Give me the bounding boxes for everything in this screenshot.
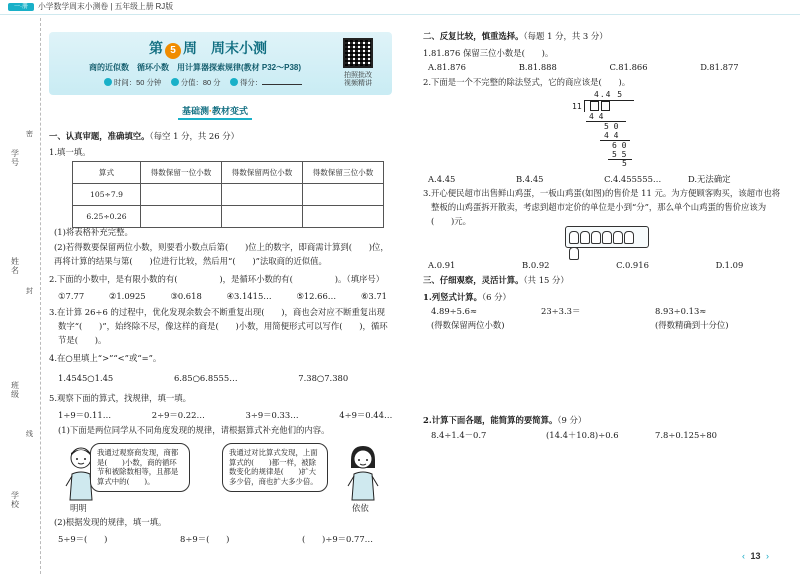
rounding-table [72,161,384,228]
part1-q5-2: (2)根据发现的规律，填一填。 [54,517,167,527]
part1-q2: 2.下面的小数中，是有限小数的有( )，是循环小数的有( )。（填序号） [49,274,385,284]
egg-tray-image [565,226,649,248]
option-a[interactable]: A.81.876 [428,62,467,72]
option-c[interactable]: C.81.866 [609,62,648,72]
part1-q5-equations [58,410,392,421]
division-line: 5 [622,159,627,168]
calc-item[interactable]: 4.89÷5.6≈ [431,306,478,316]
part1-q3b: 数字“( )”，始终除不尽，像这样的商是( )小数，用简便形式可以写作( )，循环 [58,321,388,331]
banner-meta [104,78,302,87]
chevron-left-icon[interactable]: ‹ [742,551,745,561]
gutter-class: 班级 [11,381,19,399]
option-b[interactable]: B.81.888 [518,62,557,72]
table-cell: 6.25÷0.26 [73,206,141,228]
division-line: 6 0 [612,141,627,150]
banner-score: 分值：80 分 [180,78,221,87]
part2-q3-options [428,260,743,271]
part3-title-text: 三、仔细观察，灵活计算。 [423,275,524,285]
page-number-text: 13 [750,551,761,561]
clock-icon [104,78,112,86]
speech-bubble-left: 我通过观察商发现，商都是( )小数，商的循环节和被除数相等，且都是算式中的( )。 [90,443,190,492]
table-header: 得数保留两位小数 [222,162,303,184]
speech-bubble-right: 我通过对比算式发现，上面算式的( )都一样，被除数变化的规律是( )扩大多少倍，商也扩大多少倍。 [222,443,328,492]
answer-cell[interactable] [303,184,384,206]
long-division [572,90,642,168]
calc-hint-left: (得数保留两位小数) [431,320,505,330]
division-line: 5 5 [612,150,627,159]
option-b[interactable]: B.4.45 [516,174,544,184]
banner-topics: 商的近似数 循环小数 用计算器探索规律(教材 P32～P38) [89,63,302,72]
part2-q3c: ( )元。 [431,216,472,226]
part1-note: （每空 1 分，共 26 分） [149,131,239,141]
girl-figure-icon [346,446,380,502]
got-icon [230,78,238,86]
calc-item[interactable]: (14.4＋10.8)÷0.6 [546,430,619,440]
part3-q1 [423,292,511,303]
chevron-right-icon[interactable]: › [766,551,770,561]
table-header-row [73,162,384,184]
fill-item[interactable]: ( )÷9＝0.77… [302,534,374,544]
banner-time: 时间：50 分钟 [114,78,162,87]
part2-q3b: 整板的山鸡蛋拆开散卖，考虑到超市定价的单位是小到“分”，那么单个山鸡蛋的售价应该为 [431,202,767,212]
choice-item: ⑥3.71 [360,291,388,301]
choice-item: ④3.1415… [226,291,272,301]
section-basic-header [178,106,252,120]
option-c[interactable]: C.4.455555… [604,174,662,184]
calc-item[interactable]: 8.93÷0.13≈ [655,306,707,316]
page-number [742,551,769,562]
missing-digit-box[interactable] [590,101,599,111]
division-bracket [584,100,585,112]
part3-note: （共 15 分） [523,275,569,285]
calc-item[interactable]: 8.4÷1.4－0.7 [431,430,487,440]
fill-item[interactable]: 5÷9＝( ) [58,534,108,544]
part3-q2-text: 2.计算下面各题，能简算的要简算。 [423,415,558,425]
calc-item[interactable]: 7.8÷0.125÷80 [655,430,717,440]
gutter-line-label: 线 [26,430,33,438]
calc-hint-right: (得数精确到十分位) [655,320,729,330]
part2-title [423,31,608,42]
book-tag: 一·册 [8,3,34,11]
division-rule [608,159,632,160]
table-row [73,184,384,206]
part1-q2-items [58,291,387,302]
part2-q2: 2.下面是一个不完整的除法竖式，它的商应该是( )。 [423,77,631,87]
section-basic-left: 基础测 [182,106,210,116]
equation: 4÷9＝0.44… [339,410,393,420]
division-line: 4 4 [589,112,604,121]
part1-title [49,131,239,142]
qr-caption: 拍照批改 视频精讲 [344,72,372,88]
table-header: 得数保留三位小数 [303,162,384,184]
banner-got: 得分： [239,78,263,87]
egg-cup-icon [591,231,601,244]
fill-item[interactable]: 8÷9＝( ) [180,534,230,544]
section-basic-dot: · [209,106,213,116]
egg-cup-icon [580,231,590,244]
week-title [149,40,267,59]
answer-cell[interactable] [303,206,384,228]
table-row [73,206,384,228]
part1-q5-fill [58,534,373,545]
missing-digit-box[interactable] [601,101,610,111]
part1-q1-1: (1)将表格补充完整。 [54,227,133,237]
answer-cell[interactable] [141,206,222,228]
part3-title [423,275,569,286]
part2-q1-options [428,62,739,73]
header-text: 小学数学周末小测卷 | 五年级上册 RJ版 [38,2,174,11]
egg-cup-icon [602,231,612,244]
equation: 2÷9＝0.22… [151,410,205,420]
choice-item: ⑤12.66… [296,291,337,301]
answer-cell[interactable] [222,184,303,206]
option-c[interactable]: C.0.916 [616,260,649,270]
part2-q3a: 3.开心便民超市出售鲜山鸡蛋，一板山鸡蛋(如图)的售价是 11 元。为方便顾客购买，该超市也将 [423,188,781,198]
banner-title: 周末小测 [211,40,267,56]
table-header: 算式 [73,162,141,184]
part1-q1: 1.填一填。 [49,147,91,157]
choice-item: ②1.0925 [108,291,146,301]
week-number-badge: 5 [165,43,181,59]
week-suffix: 周 [183,40,197,56]
calc-item[interactable]: 23÷3.3＝ [541,306,581,316]
equation: 1÷9＝0.11… [58,410,112,420]
part1-q4: 4.在○里填上“>”“<”或“=”。 [49,353,162,363]
choice-item: ③0.618 [170,291,202,301]
part2-q2-options [428,174,731,185]
option-a[interactable]: A.0.91 [428,260,456,270]
part2-note: （每题 1 分，共 3 分） [523,31,608,41]
option-a[interactable]: A.4.45 [428,174,456,184]
binding-line [40,18,41,574]
score-blank[interactable] [262,84,302,85]
table-header: 得数保留一位小数 [141,162,222,184]
compare-item[interactable]: 7.38○7.380 [298,373,349,383]
part3-q2 [423,415,586,426]
section-basic-right: 教材变式 [212,106,249,116]
gutter-student-no: 学号 [11,149,19,167]
part1-q3a: 3.在计算 26÷6 的过程中，优化发现余数会不断重复出现( )，商也会对应不断重复出现 [49,307,385,317]
gutter-seal: 密 [26,130,33,138]
part1-q5: 5.观察下面的算式，找规律，填一填。 [49,393,191,403]
division-divisor: 11 [572,102,582,111]
gutter-seal-2: 封 [26,287,33,295]
compare-item[interactable]: 1.4545○1.45 [58,373,114,383]
part2-title-text: 二、反复比较，慎重选择。 [423,31,524,41]
option-d[interactable]: D.1.09 [715,260,744,270]
name-left: 明明 [70,503,87,513]
part3-q1-note: （6 分） [482,292,511,302]
equation: 3÷9＝0.33… [245,410,299,420]
egg-cup-icon [624,231,634,244]
top-header [0,0,800,14]
option-d[interactable]: D.81.877 [700,62,739,72]
part2-q1: 1.81.876 保留三位小数是( )。 [423,48,554,58]
part1-q4-items [58,373,348,384]
score-icon [171,78,179,86]
part1-q3c: 节是( )。 [58,335,107,345]
part1-q5-1: (1)下面是两位同学从不同角度发现的规律，请根据算式补充他们的内容。 [58,425,330,435]
division-quotient: 4.4 5 [594,90,624,99]
part1-q1-2a: (2)若得数要保留两位小数，则要看小数点后第( )位上的数字，即商需计算到( )位， [54,242,389,252]
choice-item: ①7.77 [58,291,85,301]
egg-cup-icon [613,231,623,244]
table-cell: 105÷7.9 [73,184,141,206]
answer-cell[interactable] [222,206,303,228]
part3-q1-text: 1.列竖式计算。 [423,292,482,302]
part3-q2-note: （9 分） [557,415,587,425]
name-right: 依依 [352,503,369,513]
division-line: 4 4 [604,131,619,140]
egg-cup-icon [569,231,579,244]
gutter-name: 姓名 [11,257,19,275]
gutter-school: 学校 [11,491,19,509]
division-line: 5 0 [604,122,619,131]
part1-q1-2b: 再将计算的结果与第( )位进行比较，然后用“( )”法取商的近似值。 [54,256,327,266]
egg-cup-icon [569,247,579,260]
header-divider [0,14,800,15]
option-b[interactable]: B.0.92 [522,260,550,270]
compare-item[interactable]: 6.85○6.8555… [173,373,238,383]
part1-title-text: 一、认真审题，准确填空。 [49,131,150,141]
option-d[interactable]: D.无法确定 [687,174,731,184]
answer-cell[interactable] [141,184,222,206]
qr-code[interactable] [343,38,373,68]
week-prefix: 第 [149,40,163,56]
